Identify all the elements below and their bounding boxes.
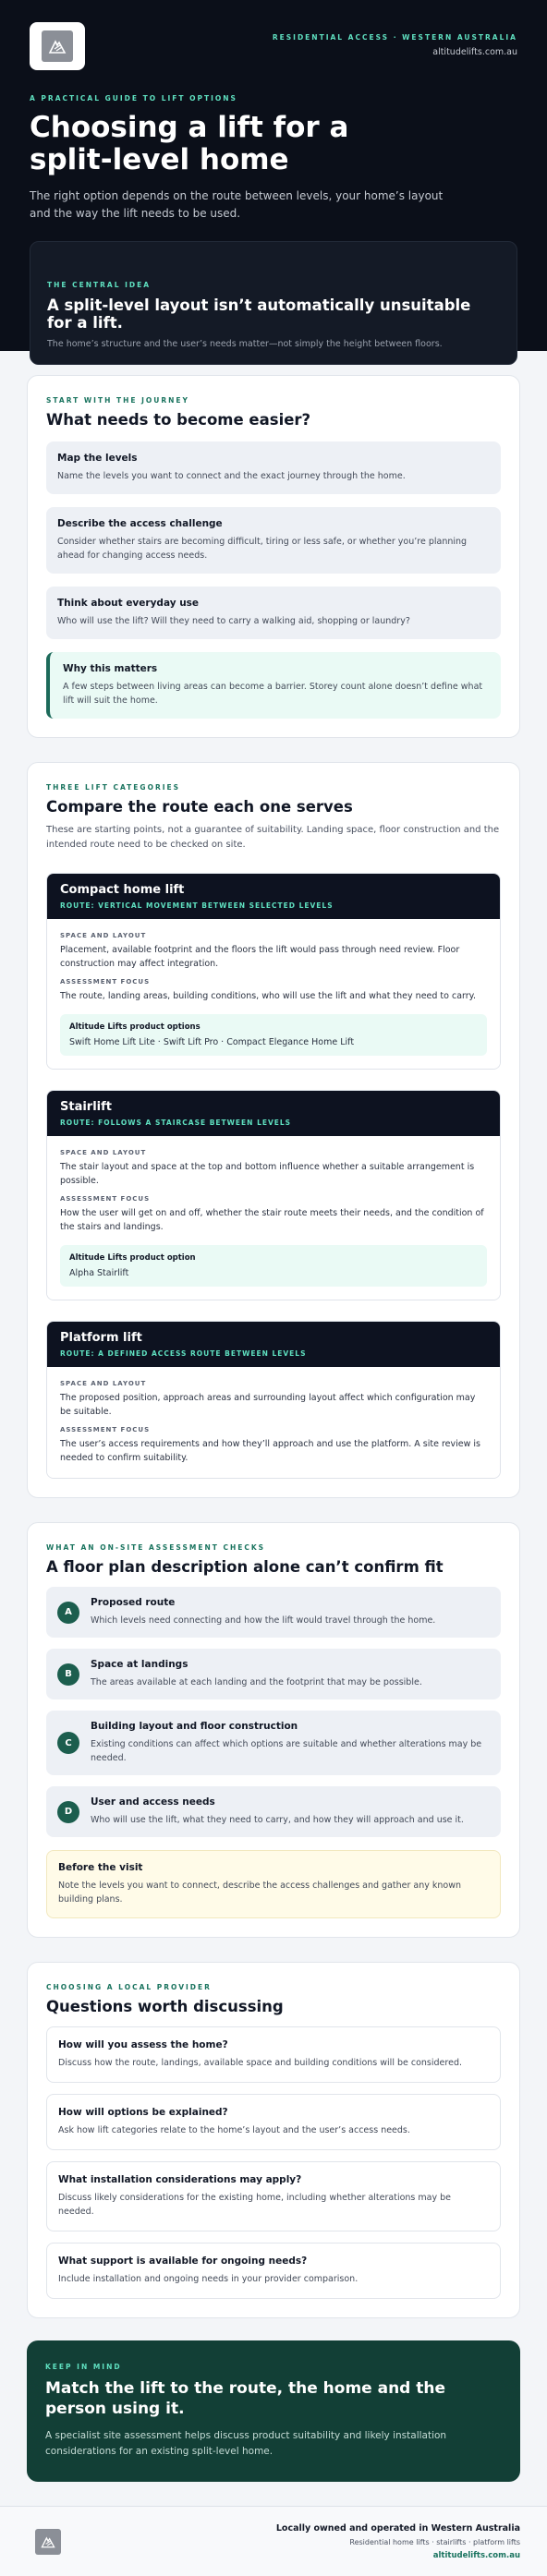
question-text: Discuss how the route, landings, available space and building conditions will be considered. — [58, 2058, 462, 2068]
central-idea-eyebrow: THE CENTRAL IDEA — [47, 281, 152, 289]
check-title: Building layout and floor construction — [91, 1721, 298, 1732]
check-title: User and access needs — [91, 1796, 215, 1808]
lift-card-stairlift — [46, 1090, 501, 1300]
central-idea-card — [30, 241, 517, 365]
main-content — [0, 375, 547, 2482]
central-idea-subtitle: The home’s structure and the user’s needs matter—not simply the height between floors. — [47, 339, 443, 349]
altitude-lifts-logo-icon[interactable] — [35, 2529, 61, 2555]
hero-eyebrow: A PRACTICAL GUIDE TO LIFT OPTIONS — [30, 94, 237, 103]
altitude-lifts-logo-icon[interactable] — [30, 22, 85, 70]
step-title: Describe the access challenge — [57, 518, 223, 529]
question-title: How will options be explained? — [58, 2107, 228, 2118]
keep-in-mind-banner — [27, 2340, 520, 2482]
products-title: Altitude Lifts product options — [69, 1022, 201, 1032]
focus-text: The route, landing areas, building conditions, who will use the lift and what they need to carry. — [60, 991, 476, 1001]
why-title: Why this matters — [63, 663, 158, 674]
journey-title: What needs to become easier? — [46, 411, 311, 429]
lift-route: ROUTE: FOLLOWS A STAIRCASE BETWEEN LEVELS — [60, 1119, 292, 1127]
focus-text: The user’s access requirements and how they’ll approach and use the platform. A site review is needed to confirm suitability. — [60, 1439, 481, 1463]
check-badge: A — [57, 1602, 79, 1624]
visit-title: Before the visit — [58, 1862, 143, 1873]
provider-questions-section — [27, 1962, 520, 2318]
provider-eyebrow: CHOOSING A LOCAL PROVIDER — [46, 1983, 212, 1991]
lift-card-compact-home-lift — [46, 873, 501, 1070]
footer-services: Residential home lifts · stairlifts · platform lifts — [349, 2537, 520, 2546]
focus-label: ASSESSMENT FOCUS — [60, 1195, 151, 1203]
hero-tagline: RESIDENTIAL ACCESS · WESTERN AUSTRALIA — [272, 33, 517, 42]
footer-domain-link[interactable]: altitudelifts.com.au — [432, 2550, 520, 2560]
assessment-section — [27, 1522, 520, 1938]
visit-text: Note the levels you want to connect, describe the access challenges and gather any known building plans. — [58, 1881, 462, 1905]
question-item — [46, 2094, 501, 2150]
step-text: Name the levels you want to connect and the exact journey through the home. — [57, 471, 406, 481]
space-label: SPACE AND LAYOUT — [60, 1380, 147, 1387]
question-title: What support is available for ongoing needs? — [58, 2256, 308, 2267]
journey-section — [27, 375, 520, 738]
space-text: The stair layout and space at the top and bottom influence whether a suitable arrangement is possible. — [60, 1162, 475, 1186]
keep-eyebrow: KEEP IN MIND — [45, 2363, 122, 2371]
lift-name: Platform lift — [60, 1331, 142, 1345]
space-label: SPACE AND LAYOUT — [60, 1149, 147, 1156]
check-badge: C — [57, 1732, 79, 1754]
lift-name: Stairlift — [60, 1100, 112, 1114]
central-idea-title: A split-level layout isn’t automatically unsuitable for a lift. — [47, 296, 471, 332]
question-title: What installation considerations may apply? — [58, 2174, 302, 2185]
assessment-check-item — [46, 1786, 501, 1837]
categories-title: Compare the route each one serves — [46, 798, 353, 816]
question-item — [46, 2243, 501, 2299]
products-title: Altitude Lifts product option — [69, 1253, 196, 1263]
assessment-eyebrow: WHAT AN ON-SITE ASSESSMENT CHECKS — [46, 1543, 266, 1552]
journey-step — [46, 507, 501, 574]
page-title: Choosing a lift for a split-level home — [30, 111, 349, 176]
question-title: How will you assess the home? — [58, 2039, 228, 2050]
product-options — [60, 1245, 487, 1287]
journey-eyebrow: START WITH THE JOURNEY — [46, 396, 189, 405]
focus-label: ASSESSMENT FOCUS — [60, 1426, 151, 1433]
page-footer — [0, 2506, 547, 2576]
why-text: A few steps between living areas can become a barrier. Storey count alone doesn’t define what lift will suit the home. — [63, 682, 483, 706]
check-title: Proposed route — [91, 1597, 176, 1608]
assessment-check-item — [46, 1649, 501, 1699]
space-text: The proposed position, approach areas and surrounding layout affect which configuration may be suitable. — [60, 1393, 476, 1417]
product-options — [60, 1014, 487, 1056]
before-the-visit-callout — [46, 1850, 501, 1918]
journey-step — [46, 587, 501, 639]
keep-text: A specialist site assessment helps discuss product suitability and likely installation considerations for an existing split-level home. — [45, 2430, 447, 2457]
hero-header — [0, 0, 547, 351]
assessment-check-item — [46, 1711, 501, 1775]
hero-top-bar — [30, 22, 517, 70]
check-text: Which levels need connecting and how the lift would travel through the home. — [91, 1615, 436, 1626]
products-list: Swift Home Lift Lite · Swift Lift Pro · Compact Elegance Home Lift — [69, 1037, 355, 1047]
step-text: Consider whether stairs are becoming difficult, tiring or less safe, or whether you’re planning ahead for changing access needs. — [57, 537, 468, 561]
lift-categories-section — [27, 762, 520, 1498]
question-item — [46, 2026, 501, 2083]
journey-step — [46, 441, 501, 494]
provider-title: Questions worth discussing — [46, 1998, 284, 2015]
check-badge: D — [57, 1801, 79, 1823]
categories-description: These are starting points, not a guarantee of suitability. Landing space, floor construction and the intended route need to be checked on site. — [46, 825, 500, 850]
lift-route: ROUTE: A DEFINED ACCESS ROUTE BETWEEN LEVELS — [60, 1349, 307, 1358]
step-title: Map the levels — [57, 453, 138, 464]
keep-title: Match the lift to the route, the home and the person using it. — [45, 2379, 446, 2418]
check-text: The areas available at each landing and the footprint that may be possible. — [91, 1677, 422, 1687]
space-text: Placement, available footprint and the floors the lift would pass through need review. Floor construction may affect integration. — [60, 945, 460, 969]
question-text: Discuss likely considerations for the existing home, including whether alterations may be needed. — [58, 2193, 451, 2217]
check-text: Existing conditions can affect which options are suitable and whether alterations may be needed. — [91, 1739, 482, 1763]
hero-domain-link[interactable]: altitudelifts.com.au — [432, 47, 517, 57]
focus-label: ASSESSMENT FOCUS — [60, 978, 151, 986]
products-list: Alpha Stairlift — [69, 1268, 129, 1278]
assessment-check-item — [46, 1587, 501, 1638]
check-text: Who will use the lift, what they need to carry, and how they will approach and use it. — [91, 1815, 464, 1825]
lift-name: Compact home lift — [60, 883, 185, 897]
footer-tagline: Locally owned and operated in Western Australia — [275, 2522, 520, 2534]
hero-intro: The right option depends on the route between levels, your home’s layout and the way the lift needs to be used. — [30, 189, 444, 220]
lift-route: ROUTE: VERTICAL MOVEMENT BETWEEN SELECTED LEVELS — [60, 901, 334, 910]
question-text: Include installation and ongoing needs in your provider comparison. — [58, 2274, 359, 2284]
question-item — [46, 2161, 501, 2231]
step-text: Who will use the lift? Will they need to carry a walking aid, shopping or laundry? — [57, 616, 410, 626]
question-text: Ask how lift categories relate to the home’s layout and the user’s access needs. — [58, 2125, 410, 2135]
step-title: Think about everyday use — [57, 598, 200, 609]
space-label: SPACE AND LAYOUT — [60, 932, 147, 939]
check-title: Space at landings — [91, 1659, 188, 1670]
lift-card-platform-lift — [46, 1321, 501, 1479]
focus-text: How the user will get on and off, whether the stair route meets their needs, and the condition of the stairs and landings. — [60, 1208, 484, 1232]
why-this-matters-callout — [46, 652, 501, 719]
assessment-title: A floor plan description alone can’t confirm fit — [46, 1558, 444, 1576]
check-badge: B — [57, 1663, 79, 1686]
categories-eyebrow: THREE LIFT CATEGORIES — [46, 783, 181, 792]
